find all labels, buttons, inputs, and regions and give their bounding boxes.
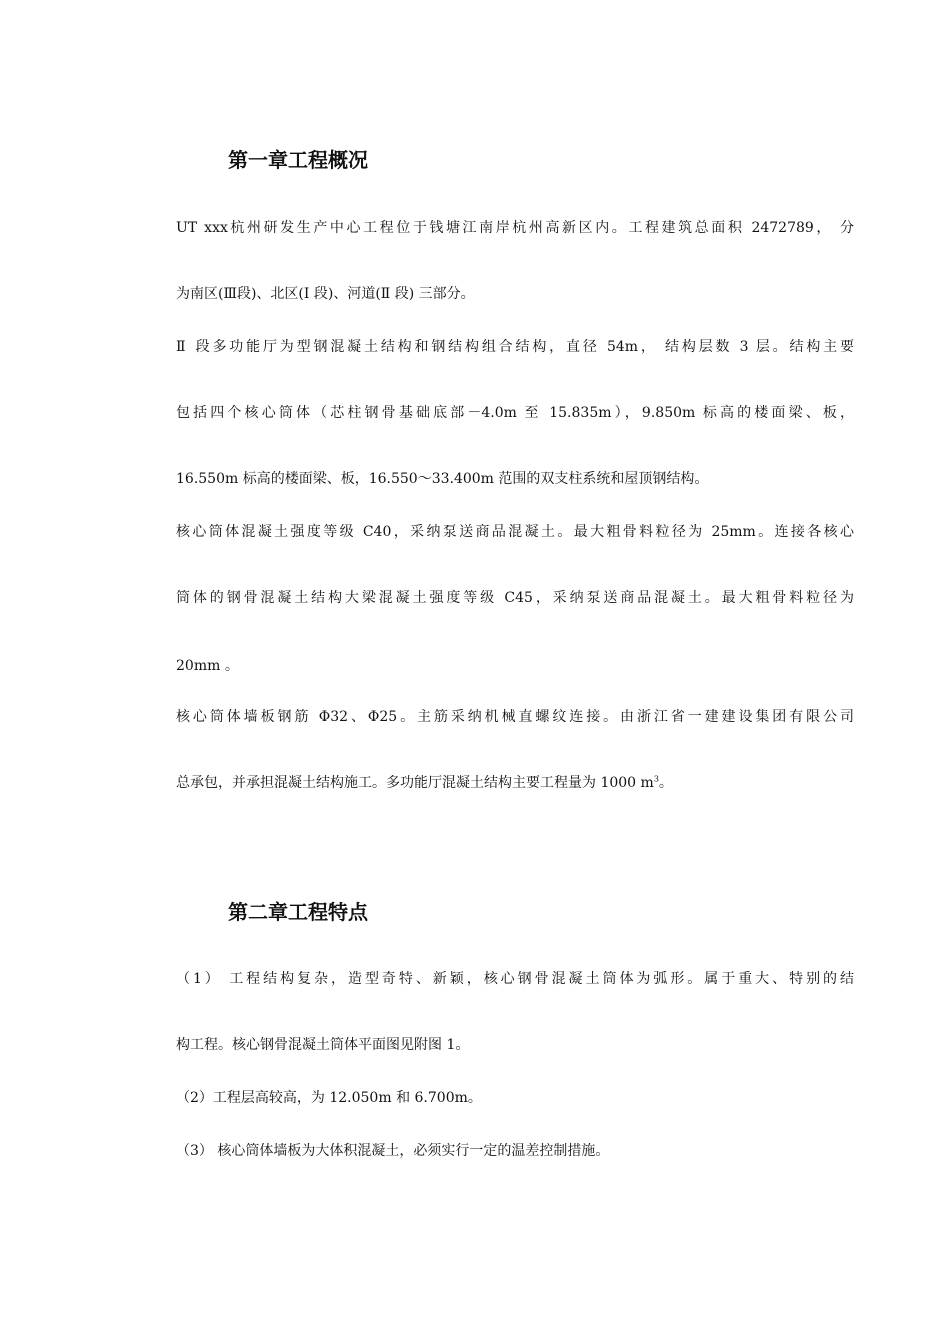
chapter-1-line-3: Ⅱ 段多功能厅为型钢混凝土结构和钢结构组合结构，直径 54m， 结构层数 3 层。结构主要 xyxy=(176,339,854,355)
chapter-2-line-4: （3） 核心筒体墙板为大体积混凝土，必须实行一定的温差控制措施。 xyxy=(176,1143,610,1159)
cubic-superscript: 3 xyxy=(653,774,659,784)
chapter-1-line-10 xyxy=(176,773,673,793)
chapter-1-line-2: 为南区(Ⅲ段)、北区(Ⅰ 段)、河道(Ⅱ 段) 三部分。 xyxy=(176,286,475,302)
chapter-1-line-10-text: 总承包，并承担混凝土结构施工。多功能厅混凝土结构主要工程量为 1000 m xyxy=(176,775,654,791)
chapter-1-line-9: 核心筒体墙板钢筋 Φ32、Φ25。主筋采纳机械直螺纹连接。由浙江省一建建设集团有限公司 xyxy=(176,709,854,725)
chapter-2-line-2: 构工程。核心钢骨混凝土筒体平面图见附图 1。 xyxy=(176,1037,470,1053)
chapter-2-line-1: （1） 工程结构复杂，造型奇特、新颖，核心钢骨混凝土筒体为弧形。属于重大、特别的结 xyxy=(176,971,854,987)
chapter-1-title: 第一章工程概况 xyxy=(228,148,368,172)
chapter-1-line-4: 包括四个核心筒体（芯柱钢骨基础底部－4.0m 至 15.835m），9.850m 标高的楼面梁、板， xyxy=(176,405,854,421)
chapter-2-title: 第二章工程特点 xyxy=(228,900,368,924)
chapter-1-line-7: 筒体的钢骨混凝土结构大梁混凝土强度等级 C45，采纳泵送商品混凝土。最大粗骨料粒径为 xyxy=(176,590,854,606)
chapter-1-line-6: 核心筒体混凝土强度等级 C40，采纳泵送商品混凝土。最大粗骨料粒径为 25mm。连接各核心 xyxy=(176,524,854,540)
chapter-2-line-3: （2）工程层高较高，为 12.050m 和 6.700m。 xyxy=(176,1090,482,1106)
chapter-1-line-10-suffix: 。 xyxy=(658,775,673,791)
chapter-1-line-5: 16.550m 标高的楼面梁、板，16.550～33.400m 范围的双支柱系统和屋顶钢结构。 xyxy=(176,471,709,487)
chapter-1-line-8: 20mm 。 xyxy=(176,658,239,674)
chapter-1-line-1: UT xxx杭州研发生产中心工程位于钱塘江南岸杭州高新区内。工程建筑总面积 2472789， 分 xyxy=(176,220,854,236)
